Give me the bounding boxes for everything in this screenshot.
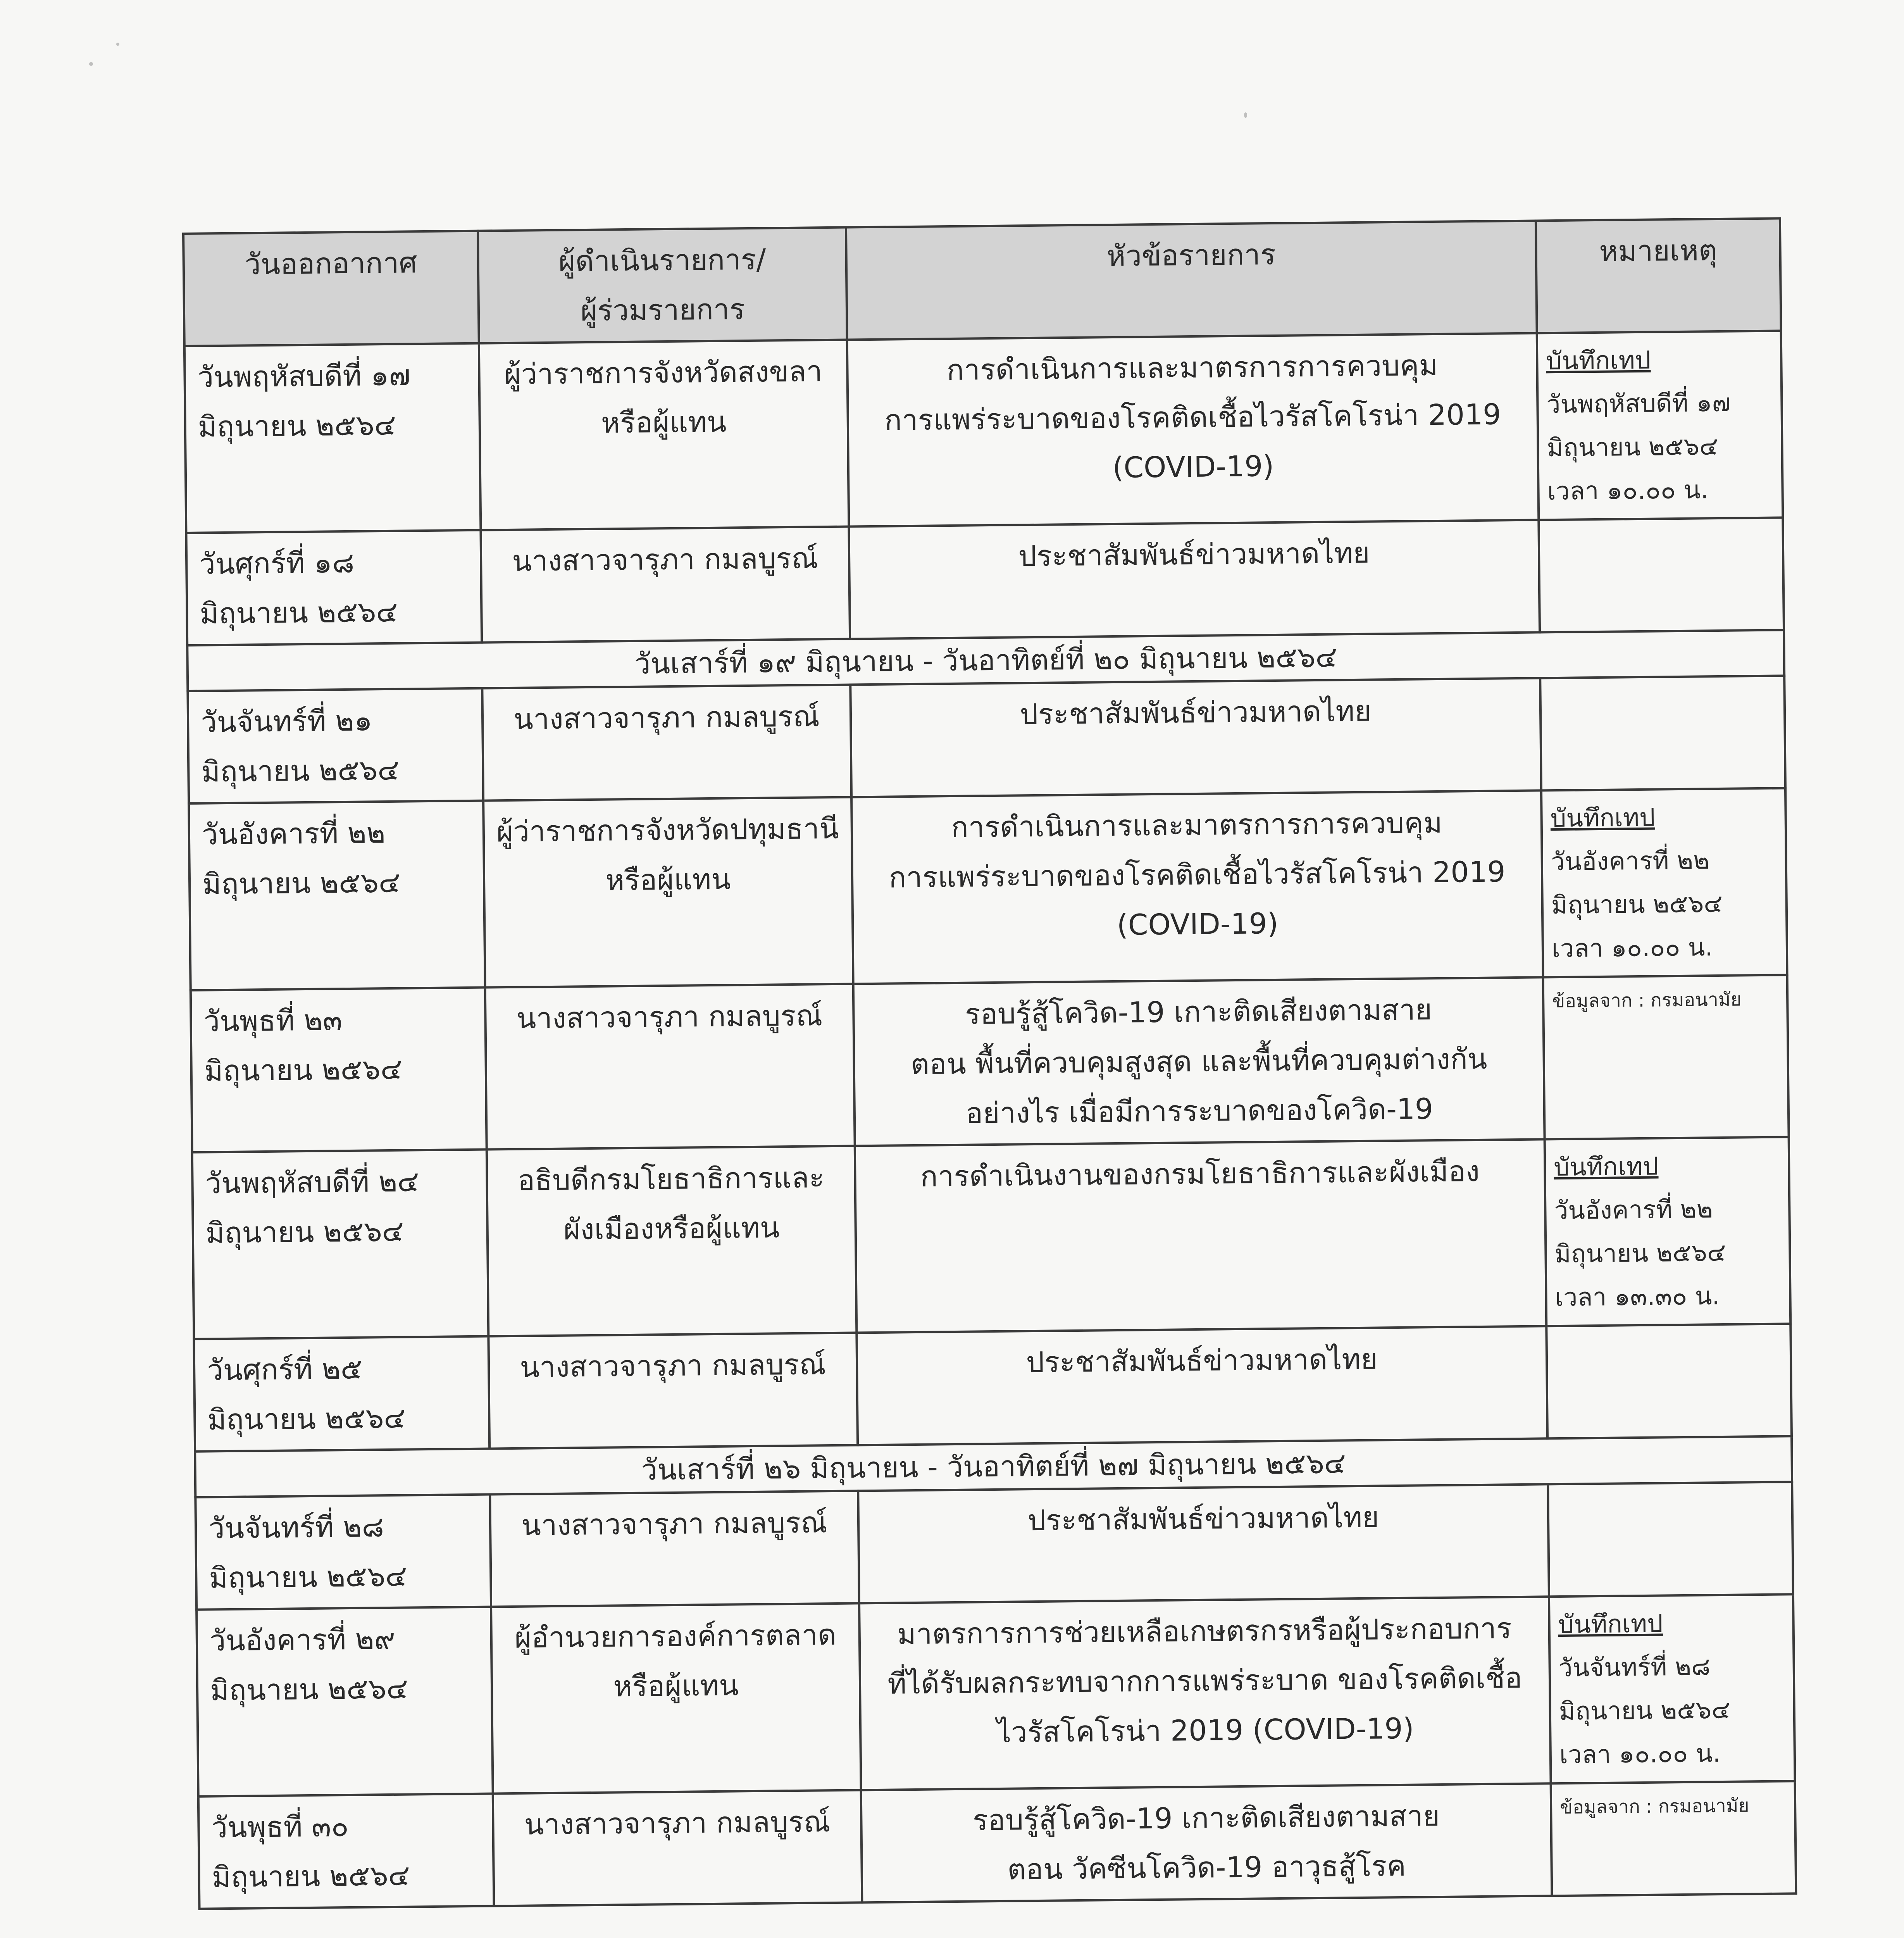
- note-cell: [1549, 1594, 1795, 1783]
- broadcast-date-cell: วันพฤหัสบดีที่ ๑๗ มิถุนายน ๒๕๖๔: [184, 343, 481, 533]
- topic-cell: ประชาสัมพันธ์ข่าวมหาดไทย: [856, 1326, 1547, 1445]
- note-body: วันอังคารที่ ๒๒ มิถุนายน ๒๕๖๔ เวลา ๑๐.๐๐ น.: [1551, 846, 1723, 964]
- table-row: [194, 1324, 1792, 1452]
- table-header-row: [183, 218, 1781, 346]
- note-body: [1555, 1331, 1782, 1333]
- topic-cell: การดำเนินงานของกรมโยธาธิการและผังเมือง: [855, 1139, 1547, 1333]
- broadcast-date-cell: วันจันทร์ที่ ๒๘ มิถุนายน ๒๕๖๔: [195, 1495, 491, 1610]
- broadcast-date-cell: วันพุธที่ ๓๐ มิถุนายน ๒๕๖๔: [198, 1793, 494, 1909]
- host-cell: นางสาวจารุภา กมลบูรณ์: [493, 1790, 862, 1906]
- host-cell: ผู้ว่าราชการจังหวัดปทุมธานี หรือผู้แทน: [483, 797, 853, 987]
- host-cell: ผู้ว่าราชการจังหวัดสงขลา หรือผู้แทน: [479, 340, 849, 530]
- note-title: บันทึกเทป: [1546, 346, 1651, 376]
- topic-cell: การดำเนินการและมาตรการการควบคุม การแพร่ระบาดของโรคติดเชื้อไวรัสโคโรน่า 2019 (COVID-19): [851, 790, 1543, 984]
- host-cell: นางสาวจารุภา กมลบูรณ์: [485, 984, 855, 1149]
- topic-cell: มาตรการการช่วยเหลือเกษตรกรหรือผู้ประกอบการ ที่ได้รับผลกระทบจากการแพร่ระบาด ของโรคติดเชื้อ ไวรัสโคโรน่า 2019 (COVID-19): [859, 1597, 1551, 1790]
- host-cell: ผู้อำนวยการองค์การตลาด หรือผู้แทน: [491, 1603, 861, 1793]
- topic-cell: ประชาสัมพันธ์ข่าวมหาดไทย: [849, 520, 1540, 639]
- table-row: [195, 1482, 1793, 1610]
- table-row: [184, 331, 1783, 533]
- note-body: วันจันทร์ที่ ๒๘ มิถุนายน ๒๕๖๔ เวลา ๑๐.๐๐ น.: [1558, 1652, 1731, 1770]
- topic-cell: การดำเนินการและมาตรการการควบคุม การแพร่ระบาดของโรคติดเชื้อไวรัสโคโรน่า 2019 (COVID-19): [847, 333, 1539, 526]
- broadcast-date-cell: วันจันทร์ที่ ๒๑ มิถุนายน ๒๕๖๔: [188, 688, 483, 803]
- scan-speck: [116, 43, 119, 46]
- broadcast-date-cell: วันพุธที่ ๒๓ มิถุนายน ๒๕๖๔: [191, 988, 487, 1152]
- note-cell: [1537, 331, 1783, 520]
- host-cell: นางสาวจารุภา กมลบูรณ์: [482, 685, 851, 801]
- header-note: หมายเหตุ: [1536, 218, 1781, 333]
- note-cell: [1539, 517, 1784, 632]
- schedule-table: [182, 217, 1797, 1910]
- host-cell: อธิบดีกรมโยธาธิการและ ผังเมืองหรือผู้แทน: [487, 1146, 857, 1336]
- table-row: [196, 1594, 1795, 1797]
- note-body: [1549, 683, 1775, 685]
- broadcast-date-cell: วันศุกร์ที่ ๒๕ มิถุนายน ๒๕๖๔: [194, 1336, 489, 1452]
- note-cell: [1546, 1324, 1792, 1438]
- scan-speck: [1244, 112, 1247, 118]
- broadcast-date-cell: วันอังคารที่ ๒๙ มิถุนายน ๒๕๖๔: [196, 1607, 493, 1797]
- table-row: [191, 975, 1789, 1152]
- table-row: [198, 1781, 1796, 1909]
- note-cell: [1551, 1781, 1796, 1896]
- topic-cell: ประชาสัมพันธ์ข่าวมหาดไทย: [850, 678, 1541, 797]
- table-row: [192, 1137, 1790, 1339]
- table-row: [189, 788, 1787, 990]
- note-title: บันทึกเทป: [1550, 803, 1656, 833]
- broadcast-date-cell: วันพฤหัสบดีที่ ๒๔ มิถุนายน ๒๕๖๔: [192, 1150, 489, 1339]
- table-row: [188, 676, 1785, 803]
- note-cell: [1541, 788, 1787, 977]
- broadcast-date-cell: วันอังคารที่ ๒๒ มิถุนายน ๒๕๖๔: [189, 801, 485, 990]
- note-body: ข้อมูลจาก : กรมอนามัย: [1552, 988, 1742, 1012]
- note-title: บันทึกเทป: [1558, 1609, 1663, 1640]
- scan-speck: [89, 62, 93, 66]
- host-cell: นางสาวจารุภา กมลบูรณ์: [490, 1491, 859, 1607]
- header-date: วันออกอากาศ: [183, 231, 479, 346]
- note-body: วันพฤหัสบดีที่ ๑๗ มิถุนายน ๒๕๖๔ เวลา ๑๐.๐๐ น.: [1546, 388, 1731, 506]
- header-topic: หัวข้อรายการ: [846, 221, 1537, 340]
- table-row: [186, 517, 1784, 645]
- note-body: [1557, 1488, 1783, 1491]
- note-cell: [1548, 1482, 1793, 1597]
- weekend-label: วันเสาร์ที่ ๑๙ มิถุนายน - วันอาทิตย์ที่ ๒๐ มิถุนายน ๒๕๖๔: [187, 630, 1784, 691]
- note-body: [1547, 524, 1774, 527]
- topic-cell: ประชาสัมพันธ์ข่าวมหาดไทย: [858, 1484, 1549, 1603]
- table-body: [184, 331, 1796, 1909]
- topic-cell: รอบรู้สู้โควิด-19 เกาะติดเสียงตามสาย ตอน พื้นที่ควบคุมสูงสุด และพื้นที่ควบคุมต่างกัน อย่างไร เมื่อมีการระบาดของโควิด-19: [853, 977, 1545, 1146]
- broadcast-date-cell: วันศุกร์ที่ ๑๘ มิถุนายน ๒๕๖๔: [186, 530, 482, 645]
- note-body: ข้อมูลจาก : กรมอนามัย: [1559, 1795, 1749, 1819]
- header-host: ผู้ดำเนินรายการ/ ผู้ร่วมรายการ: [478, 228, 847, 343]
- host-cell: นางสาวจารุภา กมลบูรณ์: [488, 1333, 858, 1448]
- weekend-label: วันเสาร์ที่ ๒๖ มิถุนายน - วันอาทิตย์ที่ ๒๗ มิถุนายน ๒๕๖๔: [195, 1436, 1792, 1497]
- host-cell: นางสาวจารุภา กมลบูรณ์: [481, 527, 850, 643]
- note-title: บันทึกเทป: [1553, 1152, 1659, 1182]
- topic-cell: รอบรู้สู้โควิด-19 เกาะติดเสียงตามสาย ตอน วัคซีนโควิด-19 อาวุธสู้โรค: [861, 1783, 1552, 1902]
- note-body: วันอังคารที่ ๒๒ มิถุนายน ๒๕๖๔ เวลา ๑๓.๓๐ น.: [1554, 1195, 1726, 1312]
- note-cell: [1540, 676, 1785, 790]
- note-cell: [1545, 1137, 1791, 1326]
- note-cell: [1543, 975, 1789, 1139]
